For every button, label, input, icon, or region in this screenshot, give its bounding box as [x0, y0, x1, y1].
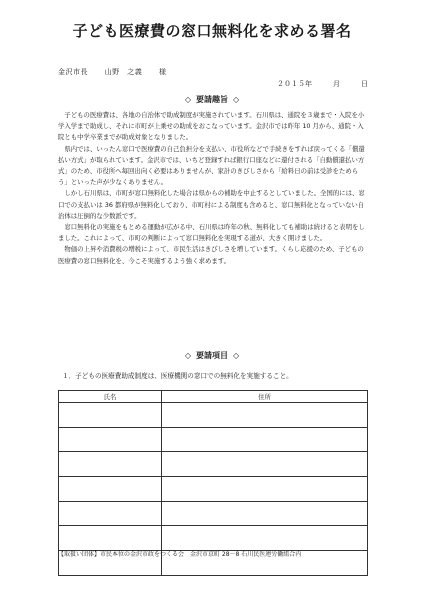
paragraph: しかし石川県は、市町が窓口無料化した場合は県からの補助を中止するとしていました。全国的には、窓口での支払いは 36 都府県が無料化しており、市町村による制度も含めると、窓口無料化となっていない自治体は圧倒的な少数派です。: [58, 189, 365, 220]
table-row: [59, 526, 368, 551]
addressee-name: 山野 之義: [104, 68, 143, 76]
document-title: 子ども医療費の窓口無料化を求める署名: [72, 22, 352, 40]
header-address: 住所: [162, 391, 368, 403]
diamond-icon: ◇: [184, 351, 191, 360]
name-cell[interactable]: [59, 501, 162, 526]
name-cell[interactable]: [59, 526, 162, 551]
address-cell[interactable]: [162, 427, 368, 452]
section-heading-text: 要請趣旨: [196, 95, 228, 104]
address-cell[interactable]: [162, 452, 368, 477]
purpose-body: [58, 110, 366, 267]
name-cell[interactable]: [59, 403, 162, 428]
section-heading-purpose: [0, 94, 424, 105]
diamond-icon: ◇: [184, 95, 191, 104]
table-row: [59, 427, 368, 452]
paragraph: 物価の上昇や消費税の増税によって、市民生活はきびしさを増しています。くらし応援のため、子どもの医療費の窓口無料化を、今こそ実施するよう強く求めます。: [58, 245, 364, 265]
table-row: [59, 501, 368, 526]
paragraph: 子どもの医療費は、各地の自治体で助成制度が実施されています。石川県は、通院を３歳まで・入院を小学入学まで助成し、それに市町が上乗せの助成をおこなっています。金沢市では昨年 10 月から、通院・入院とも中学卒業までが助成対象となりました。: [58, 111, 365, 142]
address-cell[interactable]: [162, 477, 368, 502]
name-cell[interactable]: [59, 477, 162, 502]
addressee-honorific: 様: [158, 68, 167, 76]
signature-table-header: [59, 391, 368, 403]
signature-table: [58, 390, 368, 576]
name-cell[interactable]: [59, 427, 162, 452]
table-row: [59, 477, 368, 502]
section-heading-text: 要請項目: [196, 351, 228, 360]
addressee: [58, 67, 180, 77]
diamond-icon: ◇: [233, 95, 240, 104]
address-cell[interactable]: [162, 526, 368, 551]
section-heading-items: [0, 350, 424, 361]
address-cell[interactable]: [162, 403, 368, 428]
request-item: １．子どもの医療費助成制度は、医療機関の窓口での無料化を実施すること。: [62, 372, 293, 380]
paragraph: 窓口無料化の実施をもとめる運動が広がる中、石川県は昨年の秋、無料化しても補助は続けると表明をしました。これによって、市町の判断によって窓口無料化を実現する道が、大きく開けました。: [58, 223, 365, 243]
diamond-icon: ◇: [233, 351, 240, 360]
paragraph: 県内では、いったん窓口で医療費の自己負担分を支払い、市役所などで手続きをすれば戻ってくる「償還払い方式」が取られています。金沢市では、いちど登録すれば銀行口座などに還付される「自動償還払い方式」のため、市役所へ毎回出向く必要はありませんが、家計のきびしさから「給料日の前は受診をためらう」といった声が少なくありません。: [58, 144, 365, 187]
addressee-office: 金沢市長: [58, 68, 88, 76]
header-name: 氏名: [59, 391, 162, 403]
address-cell[interactable]: [162, 501, 368, 526]
table-row: [59, 403, 368, 428]
table-row: [59, 452, 368, 477]
organization-footer: 【取扱い団体】市民本位の金沢市政をつくる会 金沢市京町 28－8 石川民医連労働組合内: [58, 551, 302, 558]
date-line: ２０１５年 月 日: [277, 80, 368, 88]
name-cell[interactable]: [59, 452, 162, 477]
